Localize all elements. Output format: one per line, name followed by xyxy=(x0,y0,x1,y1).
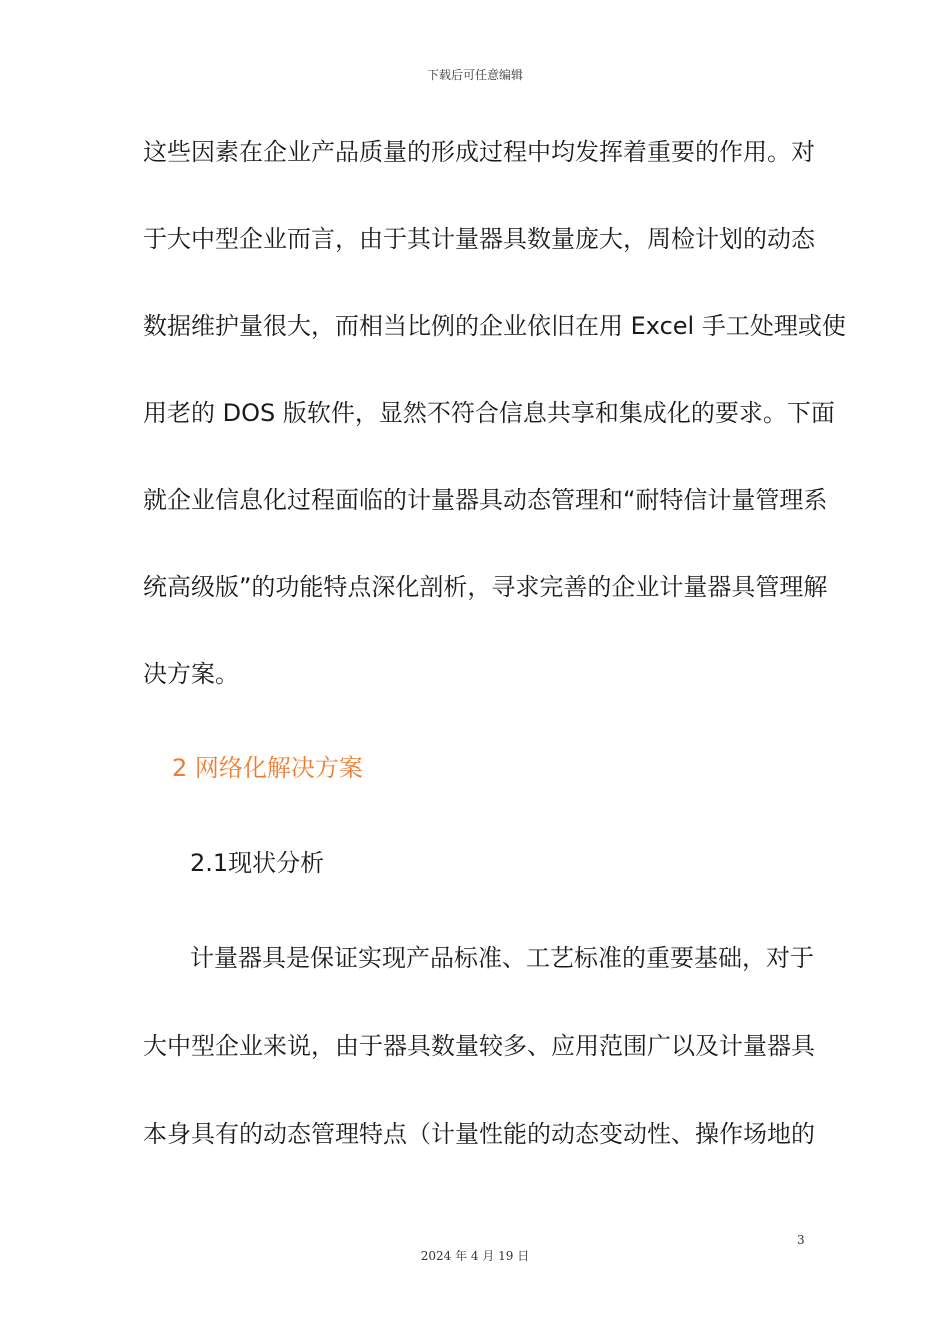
paragraph-line: 于大中型企业而言，由于其计量器具数量庞大，周检计划的动态 xyxy=(143,225,815,253)
paragraph-line: 计量器具是保证实现产品标准、工艺标准的重要基础，对于 xyxy=(190,944,814,972)
footer-date: 2024 年 4 月 19 日 xyxy=(420,1249,530,1263)
paragraph-line: 数据维护量很大，而相当比例的企业依旧在用 Excel 手工处理或使 xyxy=(143,312,846,340)
page-number: 3 xyxy=(797,1233,805,1247)
paragraph-line: 统高级版”的功能特点深化剖析，寻求完善的企业计量器具管理解 xyxy=(143,573,828,601)
paragraph-line: 这些因素在企业产品质量的形成过程中均发挥着重要的作用。对 xyxy=(143,138,815,166)
paragraph-line: 本身具有的动态管理特点（计量性能的动态变动性、操作场地的 xyxy=(143,1120,815,1148)
section-heading: 2 网络化解决方案 xyxy=(172,754,363,782)
paragraph-line: 用老的 DOS 版软件，显然不符合信息共享和集成化的要求。下面 xyxy=(143,399,835,427)
header-note: 下载后可任意编辑 xyxy=(426,68,523,82)
paragraph-line: 决方案。 xyxy=(143,660,239,688)
subsection-heading: 2.1现状分析 xyxy=(190,849,325,877)
paragraph-line: 大中型企业来说，由于器具数量较多、应用范围广以及计量器具 xyxy=(143,1032,815,1060)
paragraph-line: 就企业信息化过程面临的计量器具动态管理和“耐特信计量管理系 xyxy=(143,486,828,514)
